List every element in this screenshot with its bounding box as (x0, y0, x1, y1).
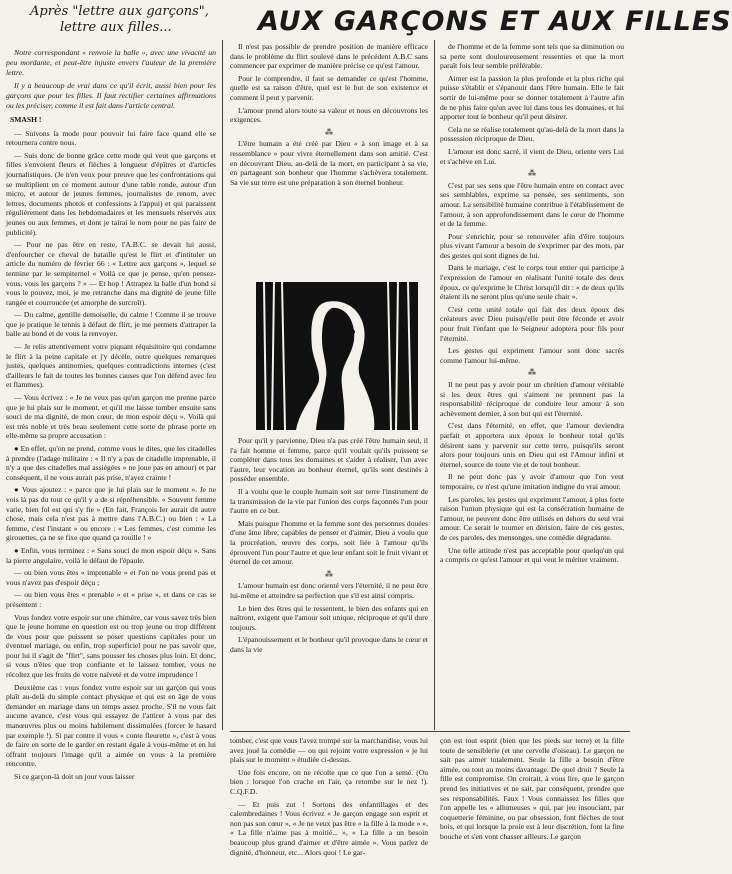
section-stars: ⁂ (325, 127, 333, 137)
left-paragraph: — Du calme, gentille demoiselle, du calme ! Comme il se trouve que je pratique le tennis à défaut de flirt, je me permets d'attraper la balle au bond et de vous la renvoyer. (6, 310, 216, 339)
intro-paragraph: Notre correspondant « renvoie la balle », avec une vivacité un peu mordante, et peut-être injuste envers l'auteur de la première lettre. (6, 48, 216, 77)
center-paragraph: L'amour prend alors toute sa valeur et nous en découvrons les exigences. (230, 105, 428, 125)
center-column (230, 42, 428, 190)
center-paragraph: Il n'est pas possible de prendre position de manière efficace dans le problème du flirt soulevé dans le précédent A.B.C sans commencer par exprimer de manière précise ce qu'est l'amour. (230, 42, 428, 71)
left-paragraph: Deuxième cas : vous fondez votre espoir sur un garçon qui vous plaît au-delà du simple contact physique et qui est en âge de vous demander en mariage dans un temps assez proche. S'il ne vous fait aucune avance, c'est vous qui essayez de l'attirer à vous par des manœuvres plus ou moins habilement dissimulées (forcer le hasard par exemple !). Si par contre il vous « conte fleurette », c'est à vous de faire en sorte de le garder en restant égale à vous-même et en lui offrant toujours l'image qu'il a aimée en vous à la première rencontre. (6, 682, 216, 769)
left-paragraph: Vous fondez votre espoir sur une chimère, car vous savez très bien que le jeune homme en question est ou trop jeune ou trop différent de vous pour que puissent se poser questions capitales pour un éventuel mariage, ou enfin, trop superficiel pour ne pas savoir que, pour lui il s'agit de "flirt", sans pousser les choses plus loin. Et donc, si vous n'êtes que trop confiante et le laissez tomber, vous ne récoltez que les fruits de votre naïveté et de votre imprudence ! (6, 612, 216, 680)
right-paragraph: Une telle attitude n'est pas acceptable pour quelqu'un qui a compris ce qu'est l'amour et qui veut le mériter vraiment. (440, 545, 624, 565)
right-paragraph: Les gestes qui expriment l'amour sont donc sacrés comme l'amour lui-même. (440, 346, 624, 365)
left-column (6, 48, 216, 785)
section-stars: ⁂ (528, 368, 536, 378)
left-paragraph: ● Enfin, vous terminez : « Sans souci de mon espoir déçu ». Sans la pierre angulaire, voilà le défaut de l'épaule. (6, 545, 216, 565)
illustration-couple (256, 282, 418, 430)
right-paragraph: C'est par ses sens que l'être humain entre en contact avec ses semblables, exprime sa pensée, ses sentiments, son amour. La sensibilité humaine contribue à l'établissement de l'amour, à son approfondissement dans le cœur de l'homme et de la femme. (440, 180, 624, 229)
section-stars: ⁂ (528, 169, 536, 179)
center-paragraph: L'amour humain est donc orienté vers l'éternité, il ne peut être lui-même et atteindre sa perfection que s'il est ainsi compris. (230, 581, 428, 600)
section-stars: ⁂ (325, 569, 333, 579)
couple-silhouette-icon (256, 282, 418, 430)
center-paragraph: L'être humain a été créé par Dieu « à son image et à sa ressemblance » pour vivre éternellement dans son amitié. C'est en découvrant Dieu, au-delà de la mort, en participant à sa vie, en partageant son bonheur que l'homme s'achèvera totalement. Sa vie sur terre est une préparation à son éternel bonheur. (230, 139, 428, 187)
left-paragraph: — Vous écrivez : « Je ne veux pas qu'un garçon me prenne parce que je lui plais sur le moment, et qu'il me laisse tomber ensuite sans souci de ma dignité, de mon cœur, de mon espoir déçu ». Voilà qui est très noble et très beau seulement cette sorte de phrase porte en elle-même sa propre accusation : (6, 393, 216, 441)
center-paragraph: Pour le comprendre, il faut se demander ce qu'est l'homme, quelle est sa raison d'être, quel est le but de son existence et comment il peut y parvenir. (230, 73, 428, 102)
left-paragraph: ● En effet, qu'on ne prend, comme vous le dites, que les citadelles à prendre (l'adage militaire : « Il n'y a pas de citadelle imprenable, il n'y a que des citadelles mal assiégées » ne joue pas en amour) et par conséquent, il ne vous aurait pas prise, n'ayez crainte ! (6, 444, 216, 482)
handwritten-line-1: Après "lettre aux garçons", (30, 4, 209, 19)
intro-paragraph: Il y a beaucoup de vrai dans ce qu'il écrit, aussi bien pour les garçons que pour les filles. Il faut rectifier certaines affirmations ou les préciser, comme il est fait dans l'article central. (6, 81, 216, 110)
right-paragraph: C'est cette unité totale qui fait des deux époux des créateurs avec Dieu puisqu'elle peut être féconde et avoir pour fruit l'enfant que le Seigneur adoptera pour fils pour l'éternité. (440, 304, 624, 343)
right-column (440, 42, 624, 568)
right-paragraph: L'amour est donc sacré, il vient de Dieu, oriente vers Lui et s'achève en Lui. (440, 146, 624, 166)
smash-heading: SMASH ! (10, 115, 42, 124)
center-column-lower (230, 436, 428, 657)
right-paragraph: Cela ne se réalise totalement qu'au-delà de la mort dans la possession réciproque de Dieu. (440, 124, 624, 144)
horizontal-divider (230, 731, 630, 732)
right-paragraph: Il ne peut pas y avoir pour un chrétien d'amour véritable si les deux êtres qui s'aiment ne prennent pas la responsabilité réciproque de conduire leur amour à son achèvement dernier, à son but qui est l'éternité. (440, 380, 624, 418)
right-paragraph: Les paroles, les gestes qui expriment l'amour, à plus forte raison l'union physique qui est la consécration humaine de l'amour, ne peuvent donc être utilisés en dehors du seul vrai amour. Ce serait le tourner en dérision, faire de ces gestes, de ces paroles, des mensonges, une comédie dégradante. (440, 494, 624, 542)
left-paragraph: — ou bien vous êtes « prenable » et « prise », et dans ce cas se présentent : (6, 590, 216, 609)
right-paragraph: de l'homme et de la femme sont tels que sa diminution ou sa perte sont douloureusement ressenties et que la mort paraît fois leur semble préférable. (440, 42, 624, 71)
column-divider-left (222, 40, 223, 730)
center-paragraph: Il a voulu que le couple humain soit sur terre l'instrument de la transmission de la vie par l'union des corps façonnés l'un pour l'autre en ce but. (230, 486, 428, 516)
left-paragraph: — Je relis attentivement votre piquant réquisitoire qui condamne le flirt à la peine capitale et j'y décèle, outre quelques remarques justes, quelques antinomies, quelques contradictions internes (c'est d'ailleurs le fait de toutes les bonnes causes que l'on défend avec feu et flammes). (6, 342, 216, 390)
bottom-center-paragraph: tomber, c'est que vous l'avez trompé sur la marchandise, vous lui avez joué la comédie — ou qui rejoint votre expression « je lui plais sur le moment » étudiée ci-dessus. (230, 736, 428, 765)
bottom-center-paragraph: — Et puis zut ! Sortons des enfantillages et des calembredaines ! Vous écrivez « Je garçon engage son esprit et non pas son cœur », « Je ne veux pas être « la fille à la mode » », « La fille n'aime pas à moitié... », « La fille a un besoin beaucoup plus grand d'aimer et d'être aimée ». Vous parlez de dignité, d'honneur, etc... Alors quoi ! Le gar- (230, 799, 428, 857)
column-divider-right (434, 40, 435, 730)
left-paragraph: — Suis donc de bonne grâce cette mode qui veut que garçons et filles s'envoient fleurs et flèches à longueur d'épîtres et d'articles journalistiques. (Je n'en veux pour preuve que les confrontations qui se multiplient en ce moment autour d'une table ronde, autour d'un micro, et autour de jeunes femmes, journalistes de renom, avec lettres, documents photos et confessions à l'appui) et qui paraissent régulièrement dans les hebdomadaires et les mensuels réservés aux jeunes ou aux femmes, et dont je tairai le nom pour ne pas faire de publicité). (6, 150, 216, 237)
bottom-right-column (440, 736, 624, 845)
handwritten-heading (30, 4, 230, 36)
right-paragraph: Il ne peut donc pas y avoir d'amour que l'on veut temporaire, ce n'est qu'une imitation indigne du vrai amour. (440, 472, 624, 491)
bottom-center-column (230, 736, 428, 860)
bottom-center-paragraph: Une fois encore, on ne récolte que ce que l'on a semé. (Ou bien : lorsque l'on crache en l'air, ça retombe sur le nez !). C.Q.F.D. (230, 767, 428, 796)
right-paragraph: Dans le mariage, c'est le corps tout entier qui participe à l'expression de l'amour en réalisant l'unité totale des deux époux, ce qu'exprime le Christ lorsqu'il dit : « de deux qu'ils étaient ils ne seront plus qu'une seule chair ». (440, 263, 624, 302)
right-paragraph: Pour s'enrichir, pour se renouveler afin d'être toujours plus vivant l'amour a besoin de s'exprimer par des mots, par des gestes qui sont dignes de lui. (440, 231, 624, 260)
center-paragraph: Mais puisque l'homme et la femme sont des personnes douées d'une âme libre, capables de penser et d'aimer, Dieu a voulu que la procréation, œuvre des corps, soit liée à l'amour qu'ils éprouvent l'un pour l'autre et que leur enfant soit le fruit vivant et éternel de cet amour. (230, 518, 429, 567)
bottom-right-paragraph: çon est tout esprit (bien que les pieds sur terre) et la fille toute de sensiblerie (et une cervelle d'oiseau). Le garçon ne sait pas aimer totalement. Seule la fille a besoin d'être aimée, ou tout au moins davantage. De quel droit ? Seule la fille est compromise. On croirait, à vous lire, que le garçon prend les initiatives et ne sait, par conséquent, prendre que ses responsabilités. Faux ! Vous connaissez les filles que l'on appelle les « allumeuses » qui, par jeu insouciant, par coquetterie féminine, ou par obsession, font flèches de tout bois, et qui lorsque la proie est à leur discrétion, font la fine bouche et s'en vont chasser ailleurs. Le garçon (440, 736, 624, 841)
left-paragraph: — Suivons la mode pour pouvoir lui faire face quand elle se retournera contre nous. (6, 128, 216, 148)
left-paragraph: — Pour ne pas être en reste, l'A.B.C. se devait lui aussi, d'enfourcher ce cheval de bataille qu'est le flirt et d'intituler un article du numéro de février 66 : « Lettre aux garçons », lequel se termine par le sempiternel « Voilà ce que je pense, qu'en pensez-vous, vous les garçons ? » — Et hop ! Attrapez la balle d'un bond si vous le pouvez, moi, je me retranche dans ma dignité de jeune fille rangée et courroucée (et amorphe de surcroît). (6, 240, 216, 307)
article-title: AUX GARÇONS ET AUX FILLES (258, 6, 732, 37)
left-paragraph: ● Vous ajoutez : « parce que je lui plais sur le moment ». Je ne vois là pas du tout ce qu'il y a de si répréhensible. « Souvent femme varie, bien fol est qui s'y fie » (En fait, François Ier aurait dit autre chose, mais cela n'est pas à mettre dans l'A.B.C.) ou bien : « La femme, c'est l'instant » ou encore : « Les femmes, c'est comme les girouettes, ça ne se fixe que quand ça rouille ! » (6, 485, 216, 543)
right-paragraph: C'est dans l'éternité, en effet, que l'amour deviendra parfait et apportera aux époux le bonheur total qu'ils désirent sans y parvenir sur cette terre, puisqu'ils seront alors pour toujours unis en Dieu qui est l'Amour infini et éternel, source de toute vie et de tout bonheur. (440, 421, 624, 469)
left-paragraph: Si ce garçon-là doit un jour vous laisser (14, 772, 135, 781)
center-paragraph: Le bien des êtres qui le ressentent, le bien des enfants qui en naîtront, exigent que l'amour soit unique, réciproque et qu'il dure toujours. (230, 603, 428, 632)
center-paragraph: Pour qu'il y parvienne, Dieu n'a pas créé l'être humain seul, il l'a fait homme et femme, parce qu'il voulait qu'ils puissent se compléter dans tous les domaines et s'aider à réaliser, l'un avec l'autre, leur vocation au bonheur éternel, qu'ils sont destinés à posséder ensemble. (230, 436, 428, 484)
intro-block (6, 48, 216, 111)
left-paragraph: — ou bien vous êtes « imprenable » et l'on ne vous prend pas et vous n'avez pas d'espoir déçu ; (6, 568, 216, 587)
handwritten-line-2: lettre aux filles... (60, 20, 172, 35)
right-paragraph: Aimer est la passion la plus profonde et la plus riche qui puisse s'établir et s'épanouir dans l'être humain. Elle le fait sortir de lui-même pour se donner totalement à l'autre afin de ne plus faire qu'un avec lui dans tous les domaines, et lui apporter tout le bonheur qu'il peut désirer. (440, 73, 624, 122)
center-paragraph: L'épanouissement et le bonheur qu'il provoque dans le cœur et dans la vie (230, 635, 428, 654)
